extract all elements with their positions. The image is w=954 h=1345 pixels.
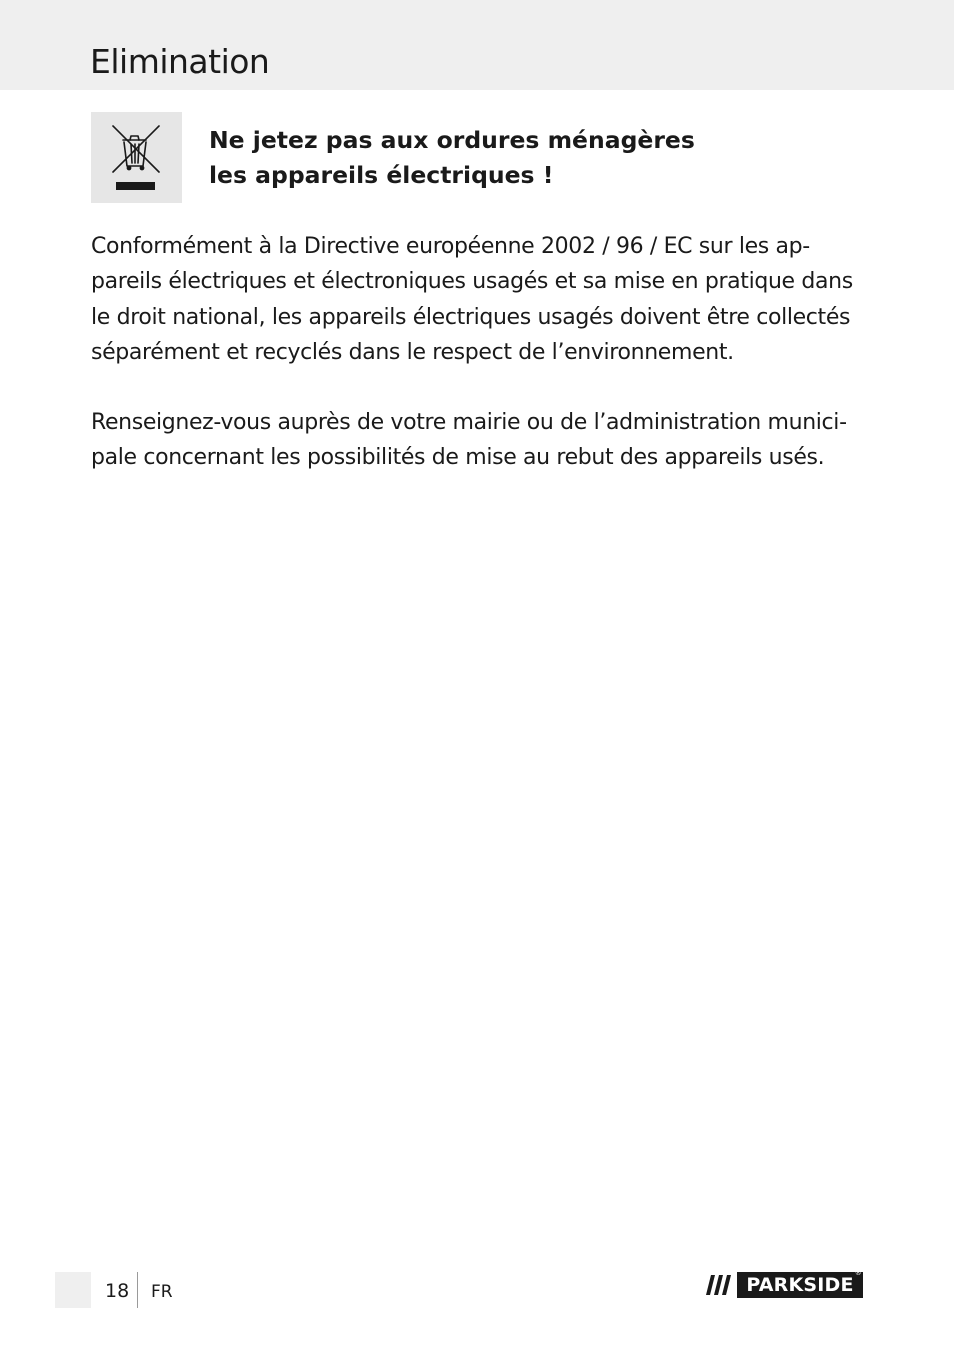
crossed-out-wheelie-bin-icon — [91, 112, 182, 203]
directive-paragraph — [91, 229, 853, 370]
warning-heading-line: les appareils électriques ! — [209, 161, 554, 189]
warning-heading — [209, 123, 695, 193]
page-number: 18 — [105, 1280, 130, 1302]
brand-name: PARKSIDE — [746, 1274, 854, 1296]
language-code: FR — [151, 1282, 173, 1302]
registered-mark: ® — [854, 1269, 862, 1277]
parkside-logo — [705, 1269, 863, 1298]
paragraph-line: séparément et recyclés dans le respect de l’environnement. — [91, 339, 734, 365]
disposal-info-paragraph — [91, 405, 847, 476]
paragraph-line: pale concernant les possibilités de mise au rebut des appareils usés. — [91, 445, 825, 471]
paragraph-line: Renseignez-vous auprès de votre mairie ou de l’administration munici- — [91, 410, 847, 435]
paragraph-line: pareils électriques et électroniques usagés et sa mise en pratique dans — [91, 269, 853, 295]
weee-symbol-box — [91, 112, 182, 203]
footer-divider — [137, 1272, 138, 1308]
paragraph-line: Conformément à la Directive européenne 2002 / 96 / EC sur les ap- — [91, 234, 810, 259]
page-title: Elimination — [90, 42, 270, 81]
warning-heading-line: Ne jetez pas aux ordures ménagères — [209, 126, 695, 154]
logo-wordmark — [737, 1269, 863, 1298]
paragraph-line: le droit national, les appareils électriques usagés doivent être collectés — [91, 304, 851, 330]
footer-marker-box — [55, 1272, 91, 1308]
logo-stripes-icon — [705, 1272, 737, 1298]
